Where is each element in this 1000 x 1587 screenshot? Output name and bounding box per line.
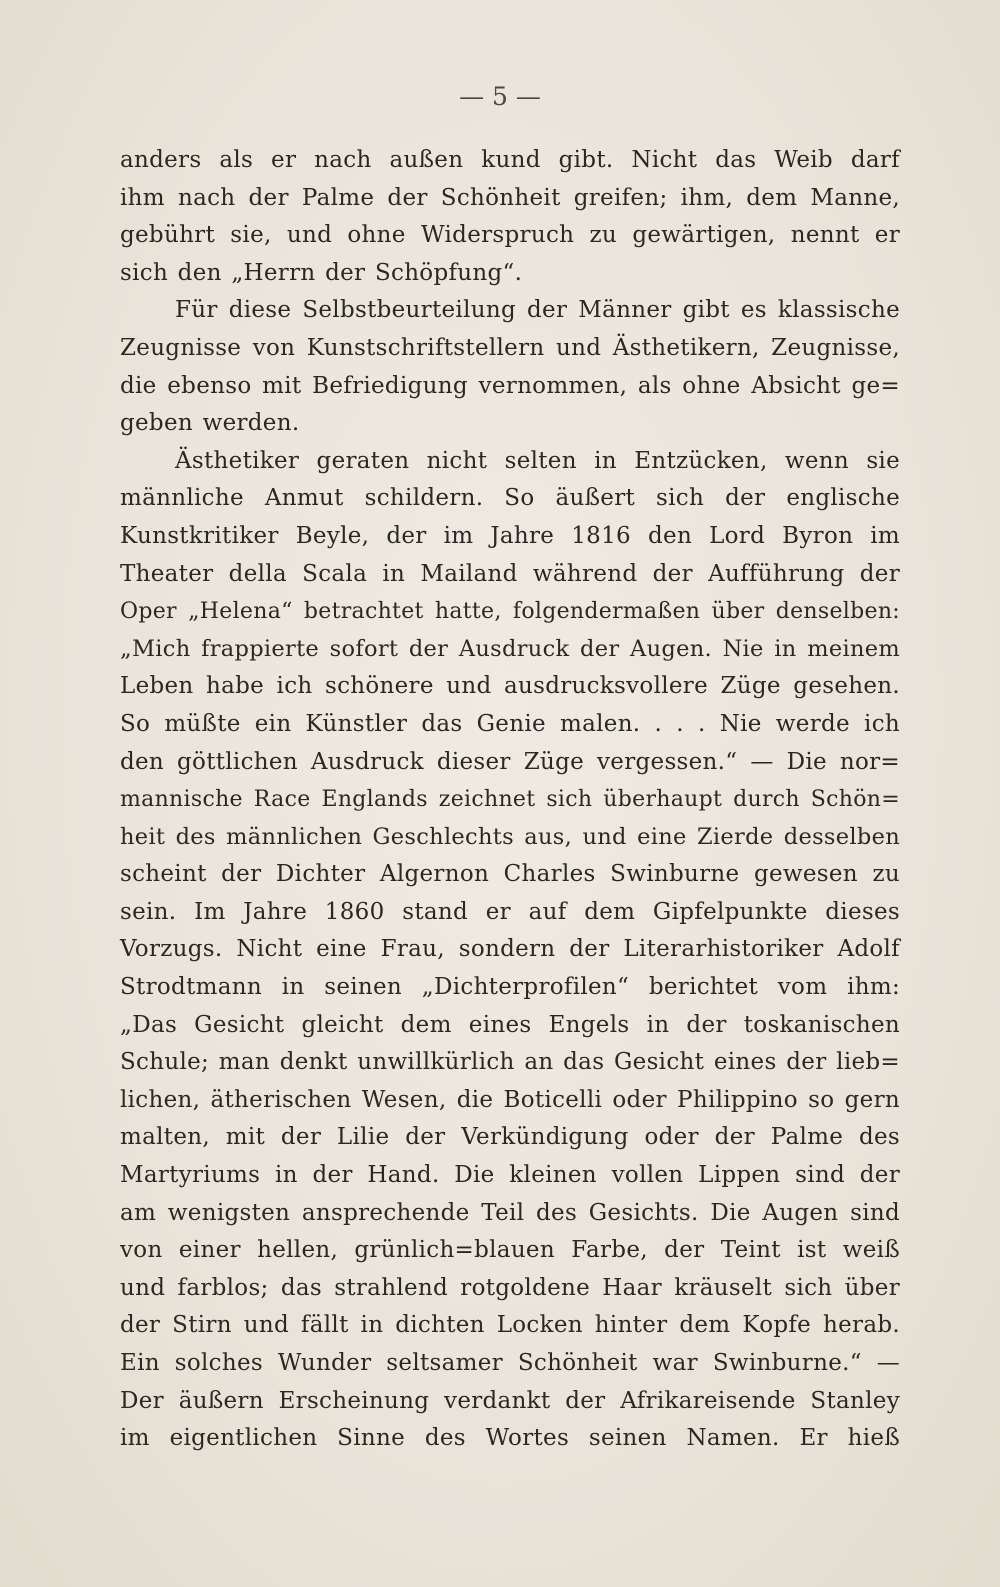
text-line: gebührt sie, und ohne Widerspruch zu gewärtigen, nennt er bbox=[120, 222, 900, 249]
text-line: So müßte ein Künstler das Genie malen. . . . Nie werde ich bbox=[120, 710, 900, 737]
text-line: Ein solches Wunder seltsamer Schönheit war Swinburne.“ — bbox=[120, 1350, 900, 1376]
text-line: männliche Anmut schildern. So äußert sich der englische bbox=[120, 485, 900, 512]
text-line: am wenigsten ansprechende Teil des Gesichts. Die Augen sind bbox=[120, 1199, 900, 1226]
text-line: Für diese Selbstbeurteilung der Männer gibt es klassische bbox=[175, 297, 900, 324]
text-line: Der äußern Erscheinung verdankt der Afrikareisende Stanley bbox=[120, 1387, 900, 1414]
text-line: den göttlichen Ausdruck dieser Züge vergessen.“ — Die nor= bbox=[120, 748, 900, 775]
text-line: „Das Gesicht gleicht dem eines Engels in der toskanischen bbox=[120, 1011, 900, 1038]
text-line: „Mich frappierte sofort der Ausdruck der Augen. Nie in meinem bbox=[120, 635, 900, 662]
text-line: sich den „Herrn der Schöpfung“. bbox=[120, 259, 523, 286]
text-line: sein. Im Jahre 1860 stand er auf dem Gipfelpunkte dieses bbox=[120, 898, 900, 925]
text-line: anders als er nach außen kund gibt. Nicht das Weib darf bbox=[120, 147, 900, 173]
text-line: scheint der Dichter Algernon Charles Swinburne gewesen zu bbox=[120, 861, 900, 888]
text-line: Strodtmann in seinen „Dichterprofilen“ berichtet vom ihm: bbox=[120, 974, 900, 1001]
text-line: Martyriums in der Hand. Die kleinen vollen Lippen sind der bbox=[120, 1162, 900, 1189]
text-line: lichen, ätherischen Wesen, die Boticelli oder Philippino so gern bbox=[120, 1086, 900, 1113]
body-text bbox=[120, 142, 900, 1458]
text-line: malten, mit der Lilie der Verkündigung oder der Palme des bbox=[120, 1124, 900, 1151]
text-line: Schule; man denkt unwillkürlich an das Gesicht eines der lieb= bbox=[120, 1049, 900, 1076]
text-line: und farblos; das strahlend rotgoldene Haar kräuselt sich über bbox=[120, 1274, 900, 1301]
text-line: Theater della Scala in Mailand während der Aufführung der bbox=[120, 560, 900, 587]
text-line: ihm nach der Palme der Schönheit greifen; ihm, dem Manne, bbox=[120, 184, 900, 211]
text-line: Leben habe ich schönere und ausdrucksvollere Züge gesehen. bbox=[120, 673, 900, 700]
text-line: Kunstkritiker Beyle, der im Jahre 1816 den Lord Byron im bbox=[120, 522, 900, 549]
text-line: von einer hellen, grünlich=blauen Farbe, der Teint ist weiß bbox=[120, 1237, 900, 1264]
text-line: Vorzugs. Nicht eine Frau, sondern der Literarhistoriker Adolf bbox=[120, 936, 900, 963]
text-line: Ästhetiker geraten nicht selten in Entzücken, wenn sie bbox=[175, 447, 900, 474]
page-number-header: — 5 — bbox=[459, 82, 541, 111]
text-line: mannische Race Englands zeichnet sich überhaupt durch Schön= bbox=[120, 787, 900, 813]
text-line: heit des männlichen Geschlechts aus, und eine Zierde desselben bbox=[120, 823, 900, 850]
text-line: die ebenso mit Befriedigung vernommen, als ohne Absicht ge= bbox=[120, 372, 900, 399]
text-line: Zeugnisse von Kunstschriftstellern und Ästhetikern, Zeugnisse, bbox=[120, 334, 900, 361]
text-line: im eigentlichen Sinne des Wortes seinen Namen. Er hieß bbox=[120, 1425, 900, 1452]
text-line: Oper „Helena“ betrachtet hatte, folgendermaßen über denselben: bbox=[120, 599, 900, 625]
text-line: geben werden. bbox=[120, 410, 300, 437]
text-line: der Stirn und fällt in dichten Locken hinter dem Kopfe herab. bbox=[120, 1312, 900, 1339]
